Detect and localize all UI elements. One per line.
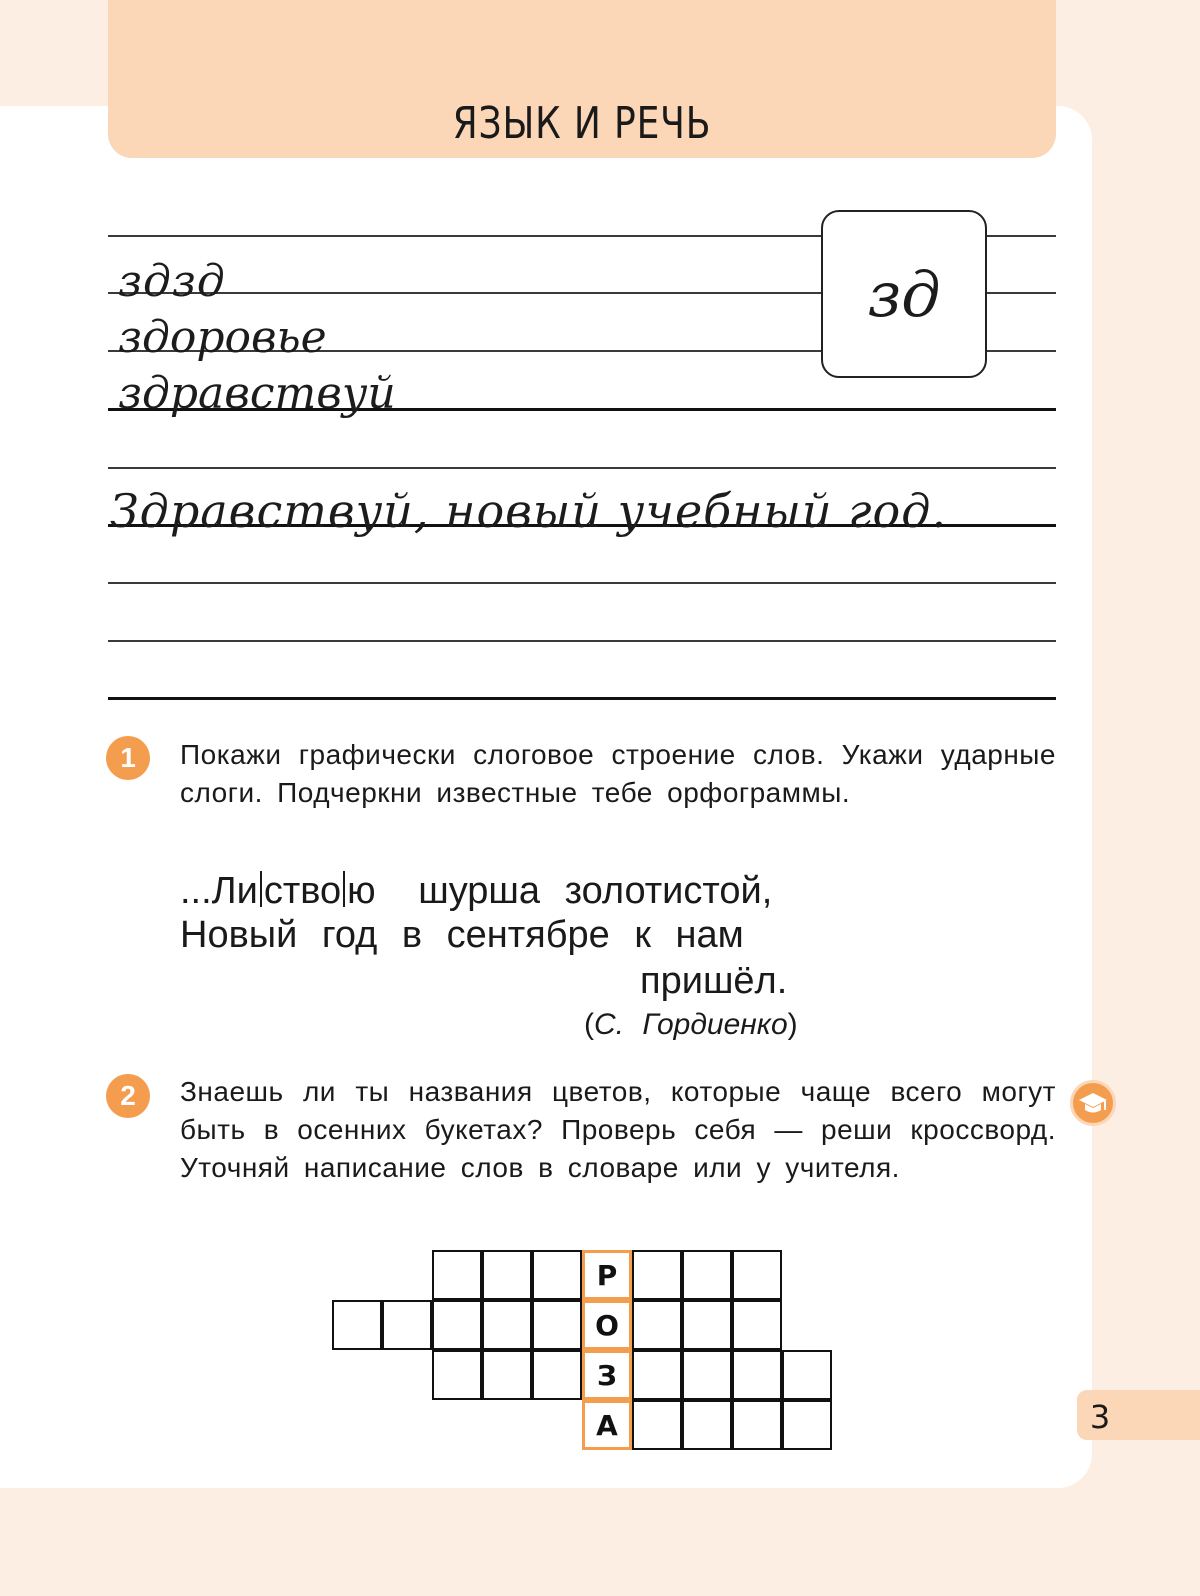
crossword-cell[interactable]: [482, 1250, 532, 1300]
crossword-cell[interactable]: [332, 1300, 382, 1350]
crossword-cell[interactable]: [732, 1350, 782, 1400]
crossword-cell[interactable]: [782, 1400, 832, 1450]
crossword-cell[interactable]: [532, 1250, 582, 1300]
crossword-cell[interactable]: [632, 1400, 682, 1450]
task-instruction: Покажи графически слоговое строение слов. Укажи ударные слоги. Подчеркни известные тебе орфограммы.: [180, 739, 1056, 808]
syllable-divider: [260, 871, 262, 907]
syllable-divider: [343, 871, 345, 907]
handwriting-line: здравствуй: [118, 368, 396, 419]
writing-line: [985, 350, 1056, 352]
poem-line: [180, 870, 772, 913]
crossword-cell[interactable]: [432, 1250, 482, 1300]
syllable: ю: [347, 870, 376, 912]
writing-line: [985, 235, 1056, 237]
crossword-cell[interactable]: [632, 1350, 682, 1400]
crossword-cell[interactable]: [732, 1300, 782, 1350]
writing-line: [108, 467, 1056, 469]
writing-line: [108, 582, 1056, 584]
crossword-cell[interactable]: [682, 1400, 732, 1450]
page-number-tab: [1077, 1390, 1200, 1440]
poem-line: пришёл.: [640, 960, 788, 1002]
crossword-cell[interactable]: [532, 1350, 582, 1400]
poem-author: [584, 1008, 798, 1042]
writing-line: [108, 640, 1056, 642]
key-letter: Р: [596, 1259, 618, 1292]
crossword-cell[interactable]: [682, 1250, 732, 1300]
page-number: 3: [1089, 1398, 1111, 1436]
crossword-cell[interactable]: [682, 1350, 732, 1400]
crossword-key-cell: [582, 1250, 632, 1300]
letter-sample-box: [821, 210, 987, 378]
writing-line: [985, 292, 1056, 294]
writing-line: [108, 235, 822, 237]
crossword-cell[interactable]: [482, 1350, 532, 1400]
crossword-cell[interactable]: [632, 1250, 682, 1300]
paren: ): [787, 1008, 798, 1041]
crossword-cell[interactable]: [682, 1300, 732, 1350]
crossword-cell[interactable]: [382, 1300, 432, 1350]
key-letter: З: [597, 1359, 617, 1392]
crossword-cell[interactable]: [732, 1400, 782, 1450]
section-header: [108, 0, 1056, 158]
task-number-badge: 2: [106, 1074, 150, 1118]
task-instruction: Знаешь ли ты названия цветов, которые чаще всего могут быть в осенних букетах? Проверь себя — реши кроссворд. Уточняй написание слов в словаре или у учителя.: [180, 1076, 1056, 1183]
poem-text: шурша золотистой,: [418, 870, 773, 912]
writing-baseline: [108, 697, 1056, 700]
crossword-cell[interactable]: [432, 1350, 482, 1400]
key-letter: А: [596, 1409, 618, 1442]
crossword-cell[interactable]: [432, 1300, 482, 1350]
crossword-key-cell: [582, 1400, 632, 1450]
key-letter: О: [595, 1309, 619, 1342]
crossword-cell[interactable]: [482, 1300, 532, 1350]
crossword-key-cell: [582, 1300, 632, 1350]
paren: (: [584, 1008, 594, 1041]
crossword-cell[interactable]: [732, 1250, 782, 1300]
syllable: ...Ли: [180, 870, 258, 912]
author-name: С. Гордиенко: [594, 1008, 788, 1041]
syllable: ство: [263, 870, 342, 912]
handwriting-sentence: Здравствуй, новый учебный год.: [110, 484, 947, 538]
crossword-cell[interactable]: [782, 1350, 832, 1400]
letter-sample: зд: [867, 258, 941, 331]
graduation-cap-icon: [1070, 1080, 1116, 1126]
handwriting-line: здоровье: [118, 312, 327, 363]
poem-line: Новый год в сентябре к нам: [180, 914, 744, 956]
task-number-badge: 1: [106, 736, 150, 780]
section-title: ЯЗЫК И РЕЧЬ: [452, 98, 712, 149]
crossword-key-cell: [582, 1350, 632, 1400]
handwriting-line: здзд: [118, 256, 226, 307]
crossword-cell[interactable]: [632, 1300, 682, 1350]
crossword-cell[interactable]: [532, 1300, 582, 1350]
